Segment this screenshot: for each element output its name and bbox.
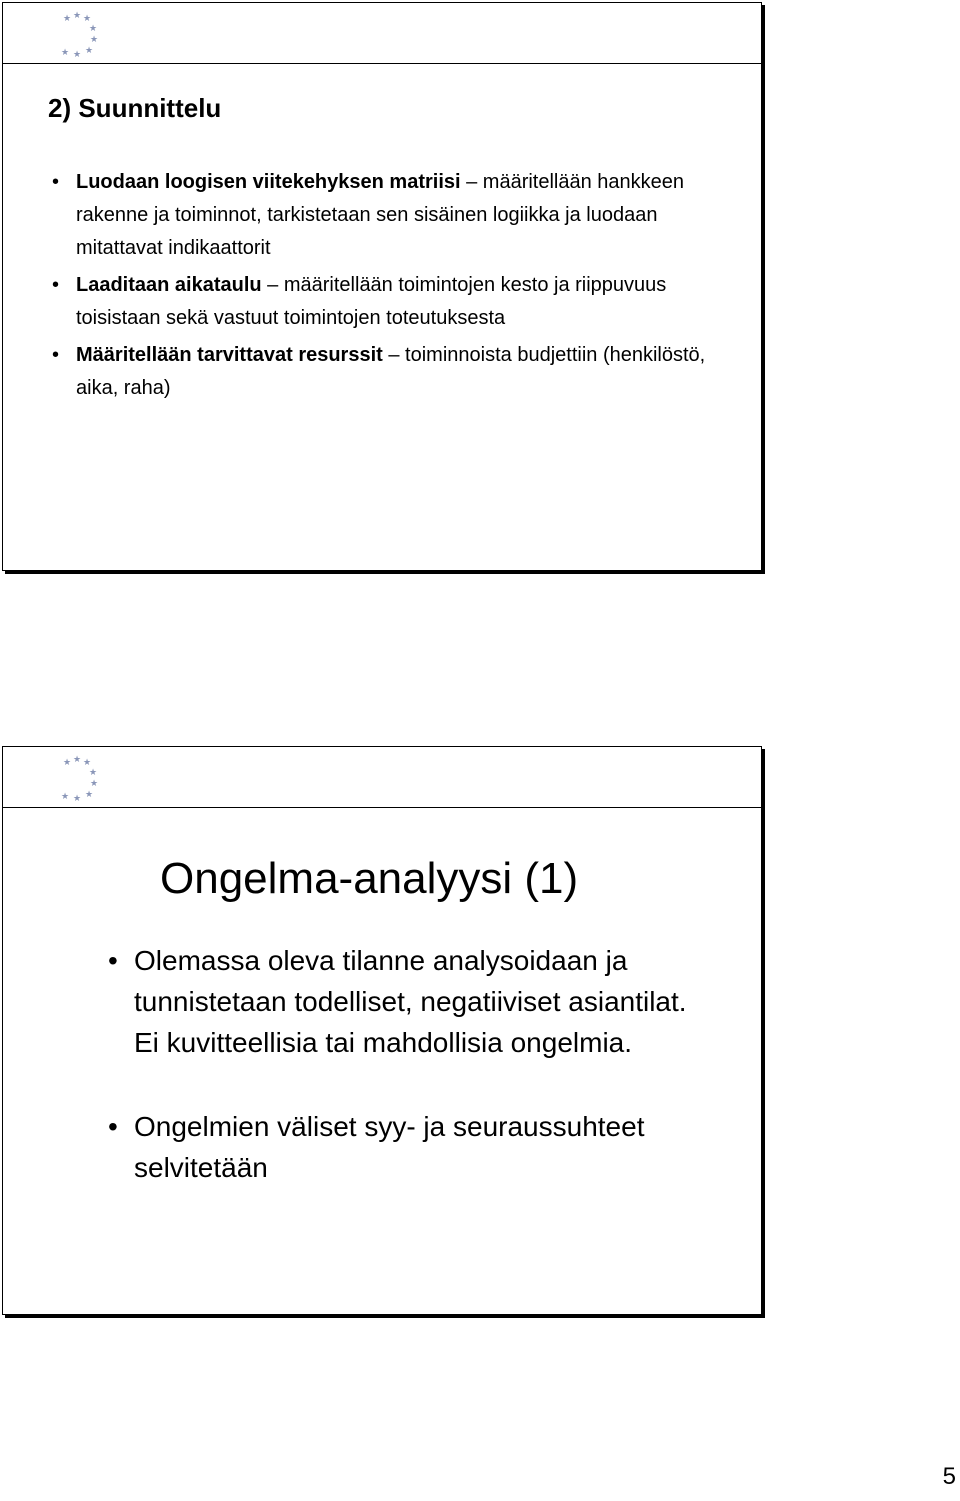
list-item [52, 339, 742, 405]
bullet-text: Olemassa oleva tilanne analysoidaan ja tunnistetaan todelliset, negatiiviset asiantilat. Ei kuvitteellisia tai mahdollisia ongelmia. [134, 945, 687, 1058]
svg-text:★: ★ [61, 48, 70, 58]
slide-header-band [3, 3, 761, 64]
svg-text:★: ★ [85, 790, 94, 800]
bullet-text: – määritellään hankkeen rakenne ja toiminnot, tarkistetaan sen sisäinen logiikka ja luodaan mitattavat indikaattorit [76, 171, 685, 259]
svg-text:★: ★ [73, 11, 82, 21]
svg-text:★: ★ [73, 50, 82, 59]
svg-text:★: ★ [89, 768, 98, 778]
eu-stars-icon [53, 755, 99, 803]
svg-text:★: ★ [73, 755, 82, 765]
bullet-icon: • [52, 274, 60, 296]
eu-stars-icon [53, 11, 99, 59]
list-item [108, 940, 708, 1063]
page-number: 5 [942, 1463, 956, 1490]
svg-text:★: ★ [90, 35, 99, 45]
list-item [52, 269, 742, 335]
bullet-heading: Määritellään tarvittavat resurssit [76, 344, 383, 366]
bullet-text: – toiminnoista budjettiin (henkilöstö, aika, raha) [76, 344, 706, 399]
slide-1-title: 2) Suunnittelu [48, 93, 222, 123]
bullet-icon: • [52, 171, 60, 193]
svg-text:★: ★ [73, 794, 82, 803]
svg-text:★: ★ [85, 46, 94, 56]
svg-text:★: ★ [89, 24, 98, 34]
bullet-heading: Laaditaan aikataulu [76, 274, 262, 296]
bullet-text: Ongelmien väliset syy- ja seuraussuhteet selvitetään [134, 1111, 645, 1183]
list-item [52, 166, 742, 265]
list-item [108, 1106, 708, 1188]
svg-text:★: ★ [83, 758, 92, 768]
slide-1-bullet-list [52, 166, 742, 405]
bullet-icon: • [108, 1111, 118, 1142]
bullet-icon: • [108, 945, 118, 976]
bullet-icon: • [52, 344, 60, 366]
svg-text:★: ★ [90, 779, 99, 789]
slide-2-title: Ongelma-analyysi (1) [160, 854, 579, 903]
slide-header-band [3, 747, 761, 808]
svg-text:★: ★ [63, 14, 72, 24]
svg-text:★: ★ [83, 14, 92, 24]
slide-2-bullet-list [108, 940, 708, 1188]
bullet-heading: Luodaan loogisen viitekehyksen matriisi [76, 171, 461, 193]
svg-text:★: ★ [61, 792, 70, 802]
svg-text:★: ★ [63, 758, 72, 768]
bullet-text: – määritellään toimintojen kesto ja riippuvuus toisistaan sekä vastuut toimintojen toteutuksesta [76, 274, 667, 329]
